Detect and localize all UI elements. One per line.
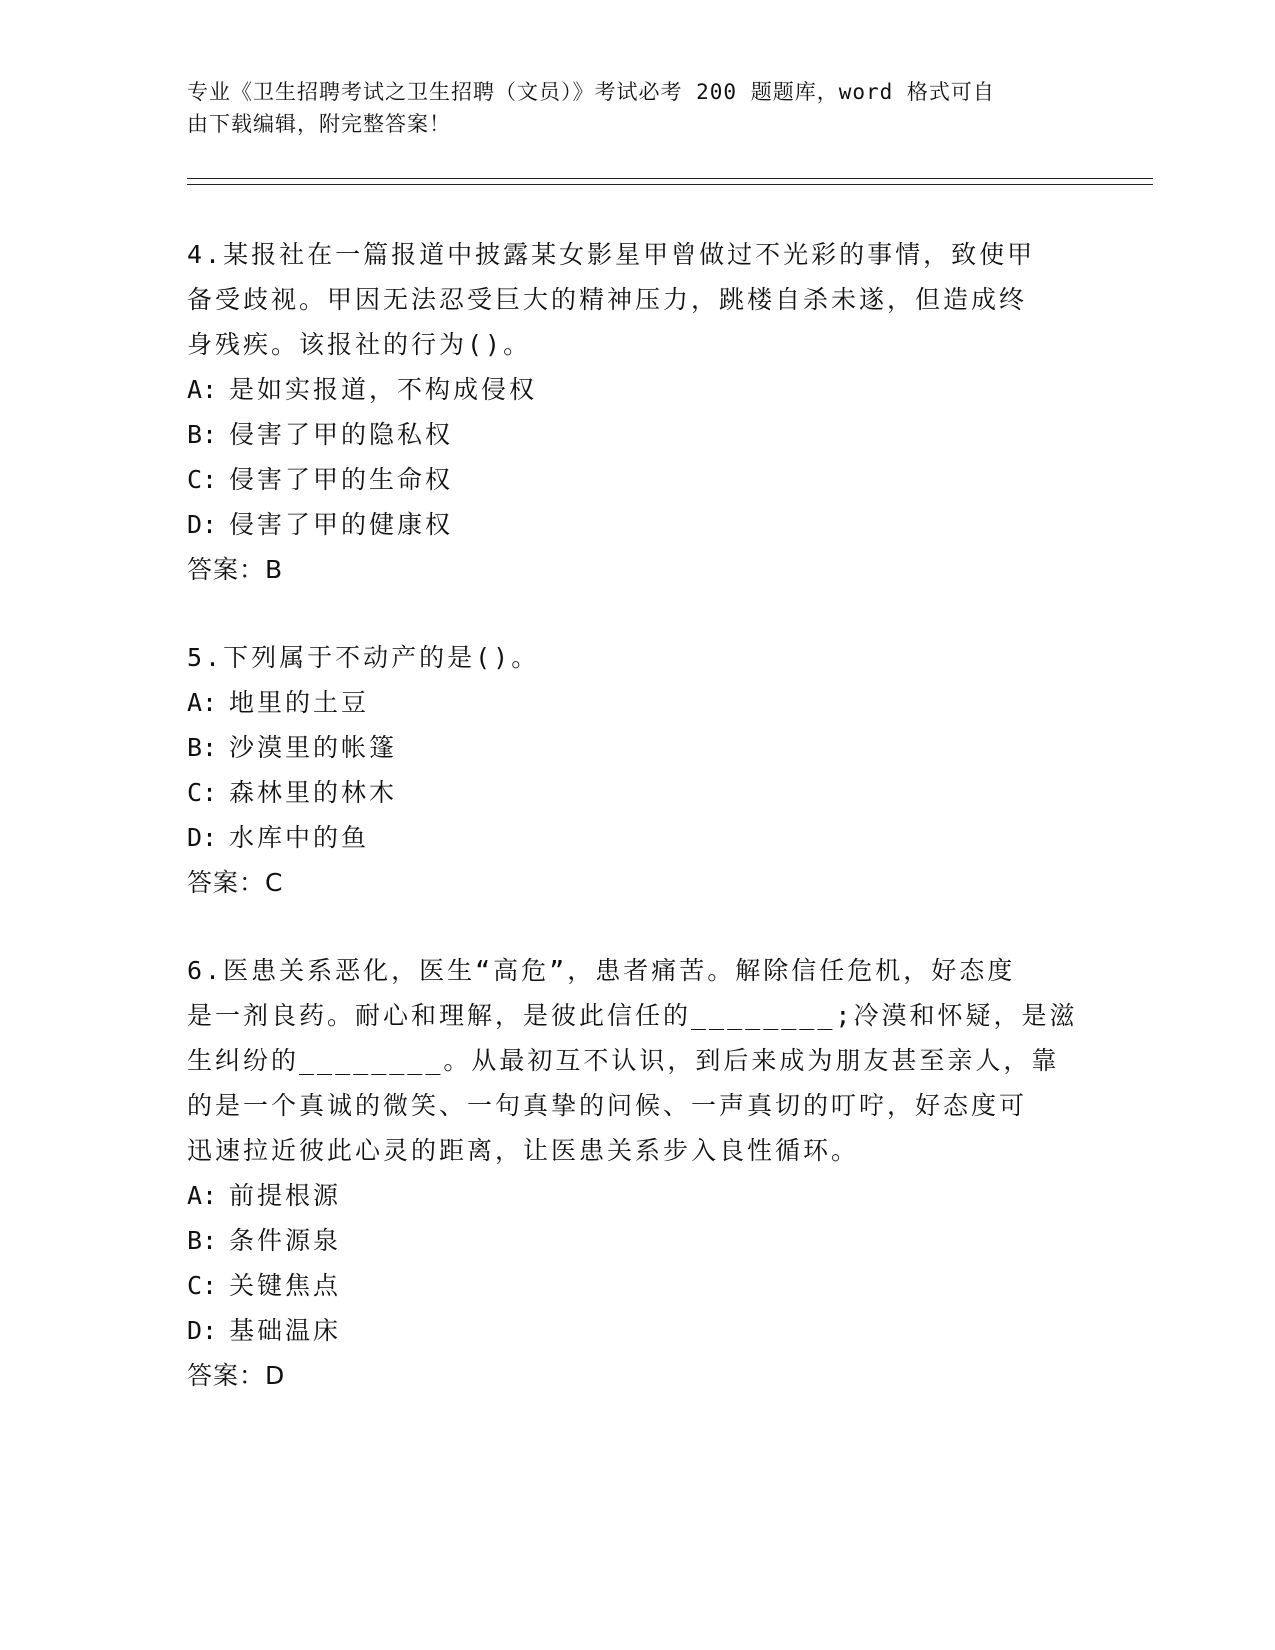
question-stem-line: 是一剂良药。耐心和理解，是彼此信任的________;冷漠和怀疑，是滋: [187, 1001, 1078, 1030]
option-key: C:: [187, 1271, 218, 1300]
option-b: [187, 1218, 1087, 1263]
option-key: C:: [187, 465, 218, 494]
question-stem-line: 备受歧视。甲因无法忍受巨大的精神压力，跳楼自杀未遂，但造成终: [187, 285, 1028, 314]
option-a: [187, 1173, 1087, 1218]
option-key: C:: [187, 778, 218, 807]
option-text: 侵害了甲的健康权: [229, 510, 454, 539]
header-line-1: 专业《卫生招聘考试之卫生招聘（文员）》考试必考 200 题题库，word 格式可自: [187, 80, 995, 104]
document-header: [187, 76, 1067, 140]
option-text: 地里的土豆: [229, 688, 370, 717]
option-key: D:: [187, 823, 218, 852]
option-a: [187, 367, 1087, 412]
question-5: [187, 635, 1087, 905]
option-key: B:: [187, 733, 218, 762]
option-c: [187, 457, 1087, 502]
header-line-2: 由下载编辑，附完整答案！: [187, 112, 451, 136]
option-text: 水库中的鱼: [229, 823, 370, 852]
question-stem-line: 身残疾。该报社的行为()。: [187, 330, 532, 359]
option-key: B:: [187, 1226, 218, 1255]
header-divider-bottom: [187, 184, 1153, 185]
question-stem-line: 迅速拉近彼此心灵的距离，让医患关系步入良性循环。: [187, 1136, 860, 1165]
option-text: 森林里的林木: [229, 778, 398, 807]
option-d: [187, 1308, 1087, 1353]
option-text: 基础温床: [229, 1316, 342, 1345]
option-key: D:: [187, 510, 218, 539]
answer-line: 答案：D: [187, 1361, 286, 1390]
question-list: [187, 232, 1087, 1441]
answer-line: 答案：B: [187, 555, 284, 584]
option-text: 是如实报道，不构成侵权: [229, 375, 538, 404]
question-6: [187, 948, 1087, 1398]
option-key: D:: [187, 1316, 218, 1345]
option-c: [187, 770, 1087, 815]
header-divider-top: [187, 178, 1153, 179]
option-key: A:: [187, 1181, 218, 1210]
question-stem-line: 的是一个真诚的微笑、一句真挚的问候、一声真切的叮咛，好态度可: [187, 1091, 1028, 1120]
option-d: [187, 502, 1087, 547]
option-text: 前提根源: [229, 1181, 342, 1210]
option-key: B:: [187, 420, 218, 449]
option-key: A:: [187, 375, 218, 404]
question-4: [187, 232, 1087, 592]
option-text: 关键焦点: [229, 1271, 342, 1300]
option-text: 侵害了甲的隐私权: [229, 420, 454, 449]
question-stem-line: 5.下列属于不动产的是()。: [187, 643, 540, 672]
option-a: [187, 680, 1087, 725]
answer-line: 答案：C: [187, 868, 284, 897]
option-text: 条件源泉: [229, 1226, 342, 1255]
option-text: 沙漠里的帐篷: [229, 733, 398, 762]
option-text: 侵害了甲的生命权: [229, 465, 454, 494]
question-stem-line: 4.某报社在一篇报道中披露某女影星甲曾做过不光彩的事情，致使甲: [187, 240, 1036, 269]
option-c: [187, 1263, 1087, 1308]
option-d: [187, 815, 1087, 860]
question-stem-line: 生纠纷的________。从最初互不认识，到后来成为朋友甚至亲人，靠: [187, 1046, 1060, 1075]
option-key: A:: [187, 688, 218, 717]
option-b: [187, 725, 1087, 770]
question-stem-line: 6.医患关系恶化，医生“高危”，患者痛苦。解除信任危机，好态度: [187, 956, 1016, 985]
option-b: [187, 412, 1087, 457]
